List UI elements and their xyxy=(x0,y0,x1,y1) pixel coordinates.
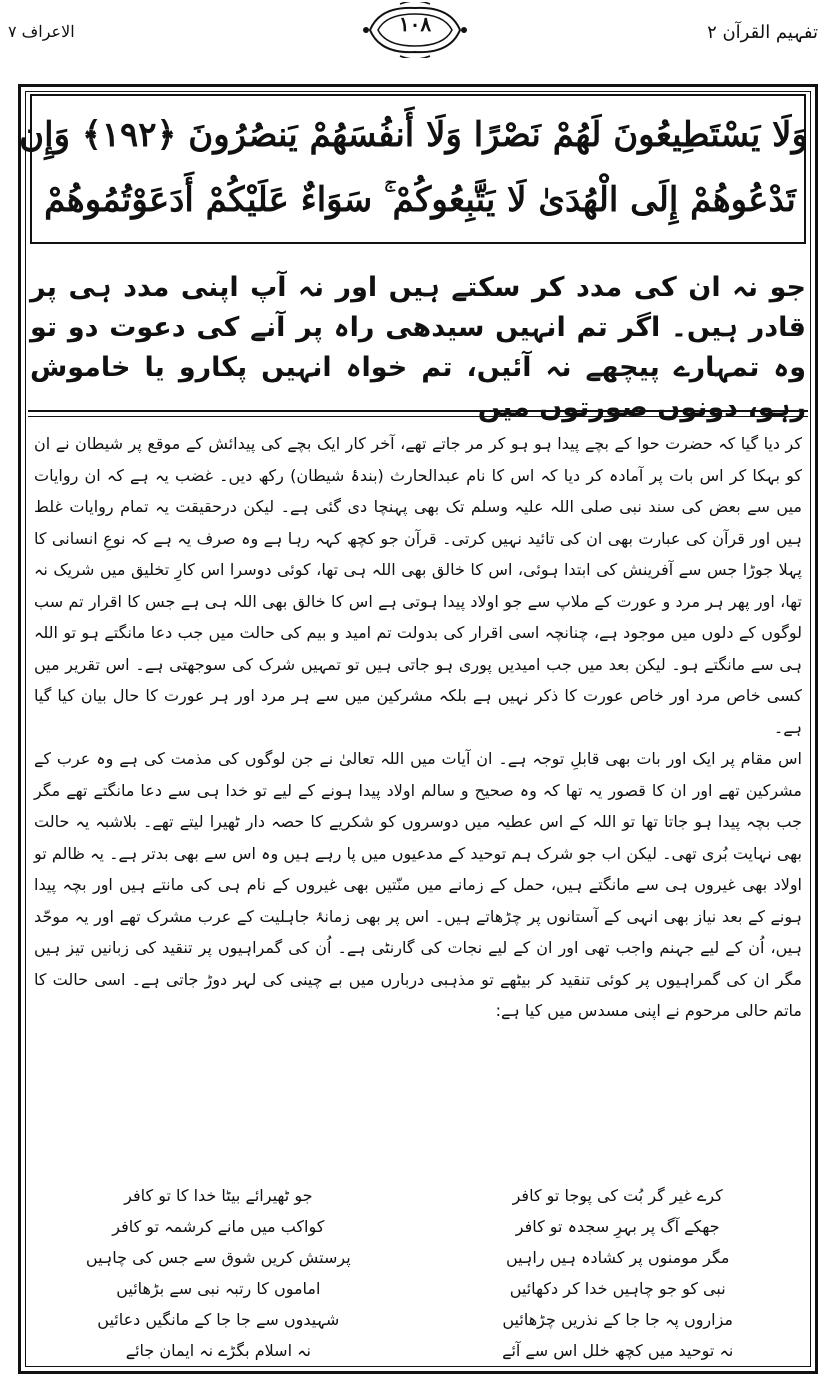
poem-line: پرستش کریں شوق سے جس کی چاہیں xyxy=(85,1248,351,1267)
book-title: تفہیم القرآن ۲ xyxy=(707,22,818,43)
verse-translation: جو نہ ان کی مدد کر سکتے ہیں اور نہ آپ اپنی مدد ہی پر قادر ہیں۔ اگر تم انہیں سیدھی راہ پر آنے کی دعوت دو تو وہ تمہارے پیچھے نہ آئیں، تم خواہ انہیں پکارو یا خاموش رہو، دونوں صورتوں میں xyxy=(30,272,806,423)
surah-name: الاعراف ۷ xyxy=(8,22,75,41)
poem-row xyxy=(34,1304,802,1335)
poem-row xyxy=(34,1242,802,1273)
quran-verse-box xyxy=(19,94,808,244)
poem-line: کرے غیر گر بُت کی پوجا تو کافر xyxy=(512,1186,723,1205)
page-number-badge xyxy=(360,2,470,58)
poem-line: مزاروں پہ جا جا کے نذریں چڑھائیں xyxy=(502,1310,733,1329)
poem-row xyxy=(34,1335,802,1366)
poem-line: مگر مومنوں پر کشادہ ہیں راہیں xyxy=(505,1248,730,1267)
poem-line: اماموں کا رتبہ نبی سے بڑھائیں xyxy=(116,1279,321,1298)
commentary-paragraph: کر دیا گیا کہ حضرت حوا کے بچے پیدا ہو ہو کر مر جاتے تھے، آخر کار ایک بچے کی پیدائش کے موقع پر شیطان نے ان کو بہکا کر اس بات پر آمادہ کر دیا کہ اس کا نام عبدالحارث (بندۂ شیطان) رکھ دیں۔ غضب یہ ہے کہ ان روایات میں سے بعض کی سند نبی صلی اللہ علیہ وسلم تک بھی پہنچا دی گئی ہے۔ لیکن درحقیقت یہ تمام روایات غلط ہیں اور قرآن کی عبارت بھی ان کی تائید نہیں کرتی۔ قرآن جو کچھ کہہ رہا ہے وہ صرف یہ ہے کہ نوعِ انسانی کا پہلا جوڑا جس سے آفرینش کی ابتدا ہوئی، اس کا خالق بھی اللہ ہی تھا، کوئی دوسرا اس کارِ تخلیق میں شریک نہ تھا، اور پھر ہر مرد و عورت کے ملاپ سے جو اولاد پیدا ہوتی ہے اس کا خالق بھی اللہ ہی ہے جس کا اقرار تم سب لوگوں کے دلوں میں موجود ہے، چنانچہ اسی اقرار کی بدولت تم امید و بیم کی حالت میں جب دعا مانگتے ہو تو اللہ ہی سے مانگتے ہو۔ لیکن بعد میں جب امیدیں پوری ہو جاتی ہیں تو تمہیں شرک کی سوجھتی ہے۔ اس تقریر میں کسی خاص مرد اور خاص عورت کا ذکر نہیں ہے بلکہ مشرکین میں سے ہر مرد اور ہر عورت کا حال بیان کیا گیا ہے۔ xyxy=(34,434,802,737)
poem-line: کواکب میں مانے کرشمہ تو کافر xyxy=(112,1217,325,1236)
commentary-paragraph: اس مقام پر ایک اور بات بھی قابلِ توجہ ہے۔ ان آیات میں اللہ تعالیٰ نے جن لوگوں کی مذمت کی ہے وہ عرب کے مشرکین تھے اور ان کا قصور یہ تھا کہ وہ صحیح و سالم اولاد پیدا ہونے کے لیے تو خدا ہی سے دعا مانگتے تھے مگر جب بچہ پیدا ہو جاتا تھا تو اللہ کے اس عطیہ میں دوسروں کو شکریے کا حصہ دار ٹھیرا لیتے تھے۔ بلاشبہ یہ حالت بھی نہایت بُری تھی۔ لیکن اب جو شرک ہم توحید کے مدعیوں میں پا رہے ہیں وہ اس سے بھی بدتر ہے۔ یہ ظالم تو اولاد بھی غیروں ہی سے مانگتے ہیں، حمل کے زمانے میں منّتیں بھی غیروں کے نام ہی کی مانتے ہیں اور بچہ پیدا ہونے کے بعد نیاز بھی انہی کے آستانوں پر چڑھاتے ہیں۔ اس پر بھی زمانۂ جاہلیت کے عرب مشرک تھے اور یہ موحّد ہیں، اُن کے لیے جہنم واجب تھی اور ان کے لیے نجات کی گارنٹی ہے۔ اُن کی گمراہیوں پر تنقید کی زبانیں تیز ہیں مگر ان کی گمراہیوں پر کوئی تنقید کر بیٹھے تو مذہبی دربارں میں بے چینی کی لہر دوڑ جاتی ہے۔ اسی حالت کا ماتم حالی مرحوم نے اپنی مسدس میں کیا ہے: xyxy=(34,749,803,1020)
section-divider-thin xyxy=(28,416,808,417)
quran-verse-line-1: وَلَا يَسْتَطِيعُونَ لَهُمْ نَصْرًا وَلَا أَنفُسَهُمْ يَنصُرُونَ ﴿۱۹۲﴾ وَإِن xyxy=(19,115,808,155)
poem-row xyxy=(34,1211,802,1242)
section-divider xyxy=(28,410,808,412)
poem-line: نبی کو جو چاہیں خدا کر دکھائیں xyxy=(509,1279,726,1298)
poem-line: شہیدوں سے جا جا کے مانگیں دعائیں xyxy=(97,1310,340,1329)
poem-block xyxy=(34,1180,802,1366)
poem-line: جو ٹھیرائے بیٹا خدا کا تو کافر xyxy=(124,1186,313,1205)
poem-row xyxy=(34,1180,802,1211)
commentary xyxy=(34,428,802,1027)
page-header xyxy=(0,0,832,90)
poem-row xyxy=(34,1273,802,1304)
poem-line: نہ اسلام بگڑے نہ ایمان جائے xyxy=(125,1341,311,1360)
quran-verse-line-2: تَدْعُوهُمْ إِلَى الْهُدَىٰ لَا يَتَّبِعُوكُمْ ۚ سَوَاءٌ عَلَيْكُمْ أَدَعَوْتُمُوهُمْ xyxy=(44,180,796,220)
poem-line: جھکے آگ پر بہرِ سجدہ تو کافر xyxy=(515,1217,720,1236)
poem-line: نہ توحید میں کچھ خلل اس سے آئے xyxy=(502,1341,734,1360)
page-number: ۱۰۸ xyxy=(398,12,432,36)
